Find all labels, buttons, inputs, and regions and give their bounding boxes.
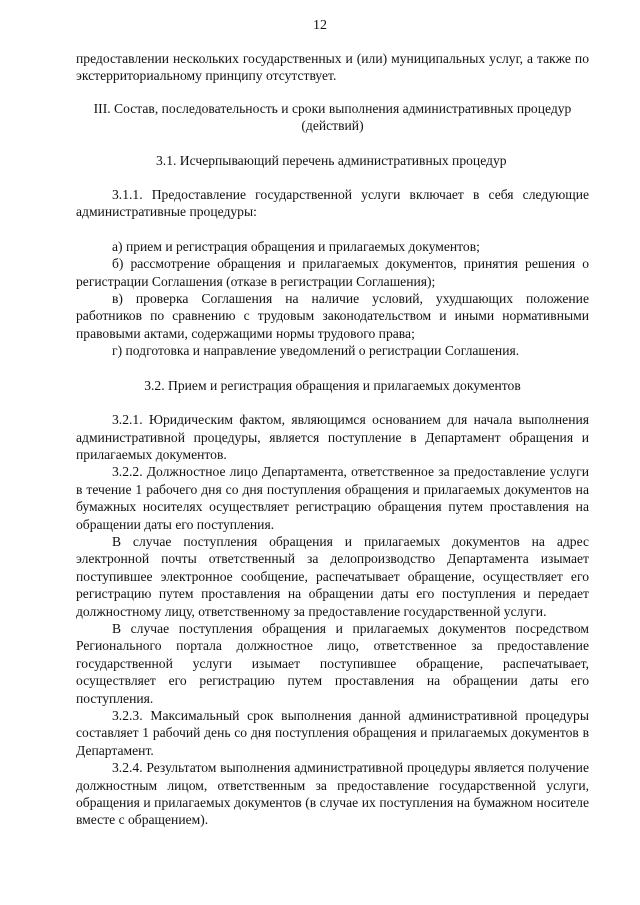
subsection-heading: 3.1. Исчерпывающий перечень административных процедур [156,152,507,168]
list-item-a: а) прием и регистрация обращения и прилагаемых документов; [112,238,480,254]
paragraph-3-2-2: 3.2.2. Должностное лицо Департамента, ответственное за предоставление услуги в течение 1 рабочего дня со дня поступления обращения и прилагаемых документов на бумажных носителях осуществляет регистрацию обращения путем проставления на обращении даты его поступления. [76,464,589,532]
paragraph-3-1-1: 3.1.1. Предоставление государственной услуги включает в себя следующие административные процедуры: [76,187,589,220]
page-number: 12 [313,18,327,33]
paragraph-email-receipt: В случае поступления обращения и прилагаемых документов на адрес электронной почты ответственный за делопроизводство Департамента изымает поступившее электронное сообщение, распечатывает обращение, осуществляет его регистрацию путем проставления на обращении даты его поступления и передает должностному лицу, ответственному за предоставление государственной услуги. [76,533,589,619]
section-heading: III. Состав, последовательность и сроки выполнения административных процедур (действий) [93,100,572,134]
paragraph-3-2-3: 3.2.3. Максимальный срок выполнения данной административной процедуры составляет 1 рабочий день со дня поступления обращения и прилагаемых документов в Департамент. [76,708,589,758]
paragraph-3-2-4: 3.2.4. Результатом выполнения административной процедуры является получение должностным лицом, ответственным за предоставление государственной услуги, обращения и прилагаемых документов (в случае их поступления на бумажном носителе вместе с обращением). [76,760,589,828]
page-body [76,50,589,829]
list-item-g: г) подготовка и направление уведомлений о регистрации Соглашения. [112,343,520,359]
paragraph-continuation: предоставлении нескольких государственных и (или) муниципальных услуг, а также по экстерриториальному принципу отсутствует. [76,51,589,84]
list-item-v: в) проверка Соглашения на наличие условий, ухудшающих положение работников по сравнению с трудовым законодательством и иными нормативными правовыми актами, содержащими нормы трудового права; [76,291,589,341]
list-item-b: б) рассмотрение обращения и прилагаемых документов, принятия решения о регистрации Соглашения (отказе в регистрации Соглашения); [76,256,589,289]
paragraph-3-2-1: 3.2.1. Юридическим фактом, являющимся основанием для начала выполнения административной процедуры, является поступление в Департамент обращения и прилагаемых документов. [76,412,589,462]
subsection-heading: 3.2. Прием и регистрация обращения и прилагаемых документов [144,377,521,393]
paragraph-portal-receipt: В случае поступления обращения и прилагаемых документов посредством Регионального портала должностное лицо, ответственное за предоставление государственной услуги изымает поступившее обращение, распечатывает, осуществляет его регистрацию путем проставления на обращении даты его поступления. [76,620,589,706]
